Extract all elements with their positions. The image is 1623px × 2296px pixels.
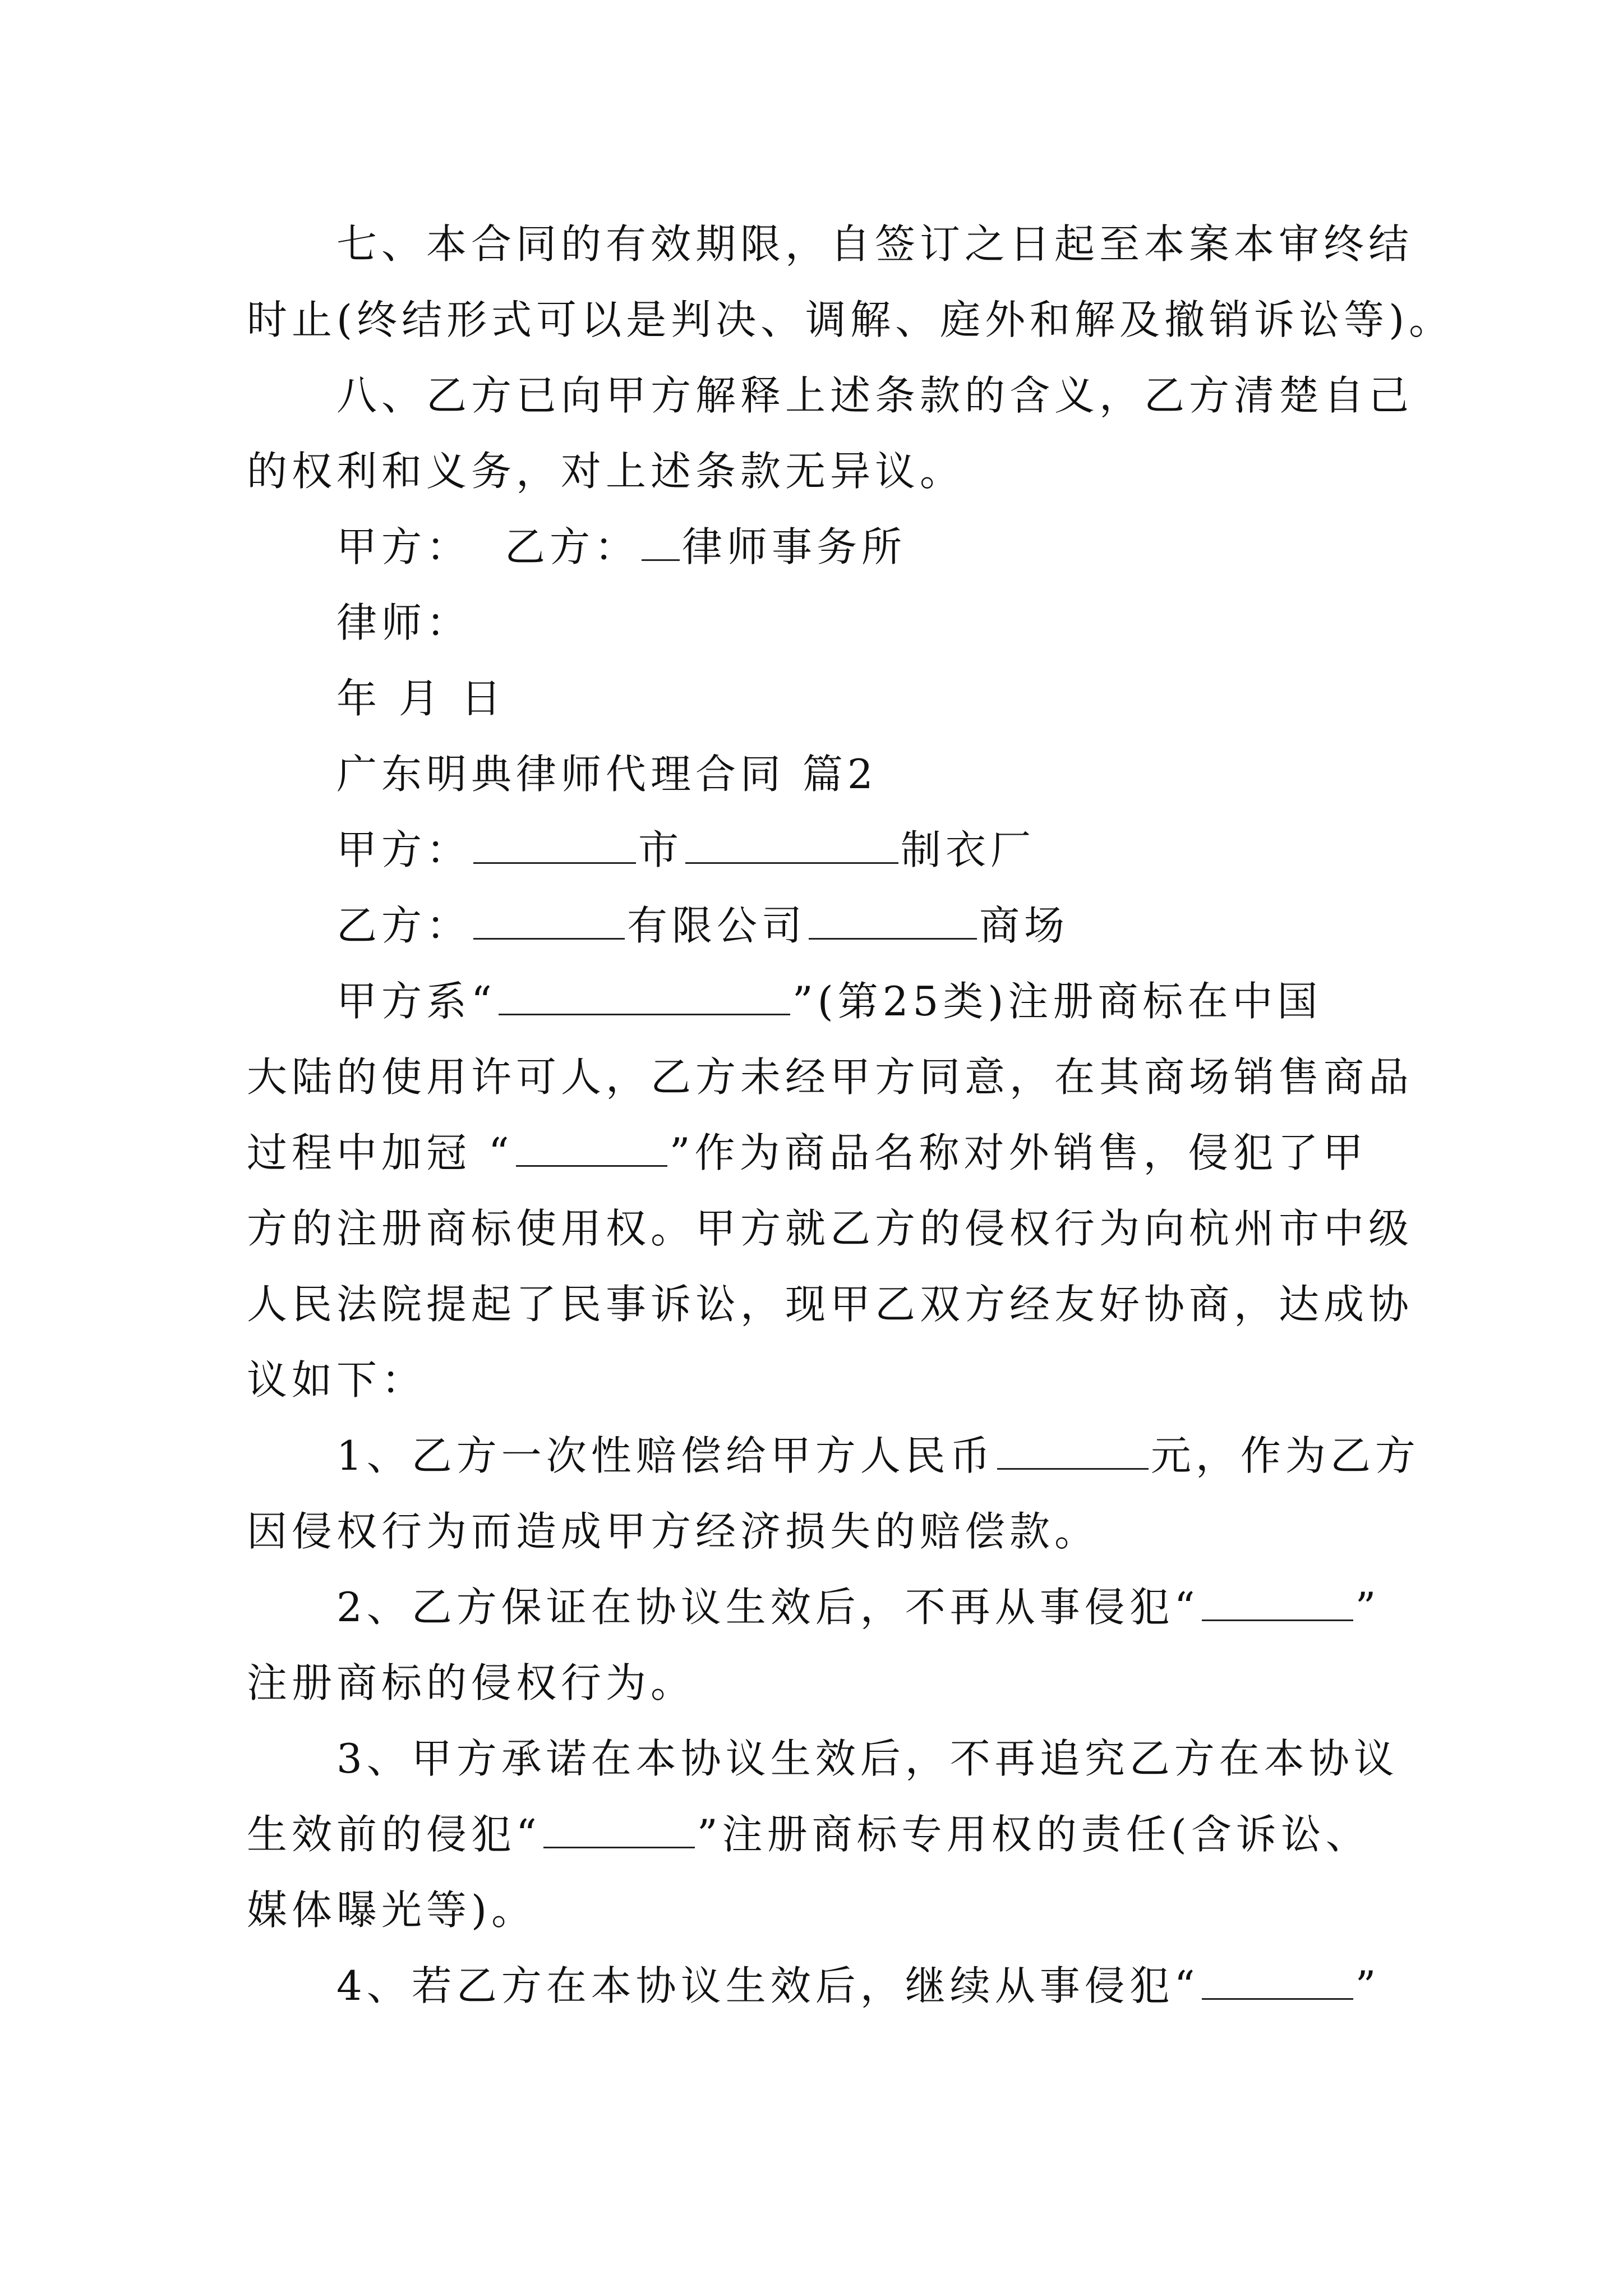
blank-field <box>1202 1586 1353 1621</box>
text-line: 3、甲方承诺在本协议生效后，不再追究乙方在本协议 <box>336 1735 1399 1782</box>
text-segment: ” <box>1355 1584 1381 1631</box>
blank-field <box>1202 1964 1353 2000</box>
city-label: 市 <box>638 826 684 873</box>
text-segment: 生效前的侵犯“ <box>247 1811 541 1858</box>
text-line <box>336 1955 1380 2017</box>
text-line <box>247 1122 1368 1184</box>
text-line <box>336 1425 1420 1487</box>
party-a-line <box>336 819 1035 881</box>
text-line <box>247 1803 1371 1865</box>
party-a-label: 甲方： <box>336 826 472 873</box>
text-segment: 元，作为乙方 <box>1150 1432 1420 1479</box>
text-segment: ” <box>1355 1962 1381 2009</box>
section-title: 广东明典律师代理合同 篇2 <box>336 751 878 798</box>
text-line: 人民法院提起了民事诉讼，现甲乙双方经友好协商，达成协 <box>247 1281 1414 1328</box>
text-line: 媒体曝光等)。 <box>247 1887 537 1934</box>
blank-field <box>809 904 977 940</box>
blank-field <box>473 904 625 940</box>
text-line: 七、本合同的有效期限，自签订之日起至本案本审终结 <box>336 220 1414 268</box>
company-label: 有限公司 <box>627 902 807 949</box>
text-line: 因侵权行为而造成甲方经济损失的赔偿款。 <box>247 1508 1100 1555</box>
blank-field <box>516 1131 667 1167</box>
mall-label: 商场 <box>979 902 1069 949</box>
blank-field <box>543 1813 695 1848</box>
text-line: 八、乙方已向甲方解释上述条款的含义，乙方清楚自己 <box>336 372 1414 419</box>
text-segment: 4、若乙方在本协议生效后，继续从事侵犯“ <box>336 1962 1200 2009</box>
signature-line <box>336 516 906 578</box>
text-segment: 2、乙方保证在协议生效后，不再从事侵犯“ <box>336 1584 1200 1631</box>
text-segment: 过程中加冠 “ <box>247 1129 514 1176</box>
text-line: 大陆的使用许可人，乙方未经甲方同意，在其商场销售商品 <box>247 1053 1414 1101</box>
law-firm-label: 律师事务所 <box>682 523 907 570</box>
text-segment: 1、乙方一次性赔偿给甲方人民币 <box>336 1432 995 1479</box>
blank-field <box>642 526 680 561</box>
text-segment: ”注册商标专用权的责任(含诉讼、 <box>697 1811 1371 1858</box>
date-line: 年 月 日 <box>336 675 506 722</box>
party-b-label: 乙方： <box>336 902 472 949</box>
text-line <box>336 1576 1380 1638</box>
text-line: 议如下： <box>247 1356 427 1404</box>
party-b-line <box>336 895 1069 956</box>
text-segment: ”(第25类)注册商标在中国 <box>792 978 1322 1025</box>
text-line: 方的注册商标使用权。甲方就乙方的侵权行为向杭州市中级 <box>247 1205 1414 1252</box>
blank-field <box>473 829 636 864</box>
text-line <box>336 970 1322 1032</box>
text-segment: 甲方系“ <box>336 978 496 1025</box>
party-a-label: 甲方： <box>336 523 472 570</box>
text-line: 时止(终结形式可以是判决、调解、庭外和解及撤销诉讼等)。 <box>247 296 1454 343</box>
text-line: 的权利和义务，对上述条款无异议。 <box>247 448 965 495</box>
lawyer-line: 律师： <box>336 599 472 646</box>
text-segment: ”作为商品名称对外销售，侵犯了甲 <box>669 1129 1368 1176</box>
factory-label: 制衣厂 <box>901 826 1036 873</box>
text-line: 注册商标的侵权行为。 <box>247 1659 696 1706</box>
blank-field <box>499 980 790 1015</box>
blank-field <box>997 1434 1149 1470</box>
blank-field <box>685 829 898 864</box>
party-b-label: 乙方： <box>505 523 640 570</box>
